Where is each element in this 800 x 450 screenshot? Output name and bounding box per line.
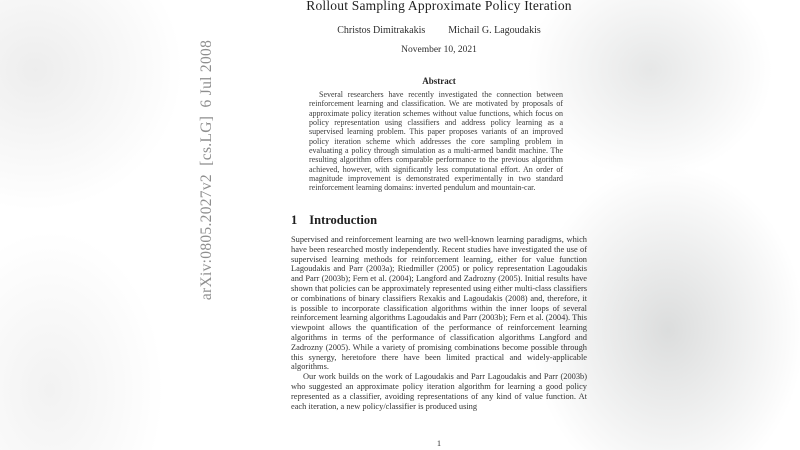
paper-content <box>291 0 587 450</box>
abstract-heading: Abstract <box>422 76 456 86</box>
author-2: Michail G. Lagoudakis <box>448 25 541 36</box>
arxiv-watermark: arXiv:0805.2027v2 [cs.LG] 6 Jul 2008 <box>198 39 215 301</box>
section-number: 1 <box>291 213 298 227</box>
abstract-text: Several researchers have recently investigated the connection between reinforcement learning and classification. We are motivated by proposals of approximate policy iteration schemes without value functions, which focus on policy representation using classifiers and address policy learning as a supervised learning problem. This paper proposes variants of an improved policy iteration scheme which addresses the core sampling problem in evaluating a policy through simulation as a multi-armed bandit machine. The resulting algorithm offers comparable performance to the previous algorithm achieved, however, with significantly less computational effort. An order of magnitude improvement is demonstrated experimentally in two standard reinforcement learning domains: inverted pendulum and mountain-car. <box>309 90 563 193</box>
section-heading <box>291 213 377 228</box>
author-list <box>291 25 587 36</box>
author-1: Christos Dimitrakakis <box>337 25 426 36</box>
paper-title: Rollout Sampling Approximate Policy Iteration <box>306 0 572 13</box>
intro-paragraph-1: Supervised and reinforcement learning are two well-known learning paradigms, which have been researched mostly independently. Recent studies have investigated the use of supervised learning methods for reinforcement learning, either for value function Lagoudakis and Parr (2003a); Riedmiller (2005) or policy representation Lagoudakis and Parr (2003b); Fern et al. (2004); Langford and Zadrozny (2005). Initial results have shown that policies can be approximately represented using either multi-class classifiers or combinations of binary classifiers Rexakis and Lagoudakis (2008) and, therefore, it is possible to incorporate classification algorithms within the inner loops of several reinforcement learning algorithms Lagoudakis and Parr (2003b); Fern et al. (2004). This viewpoint allows the quantification of the performance of reinforcement learning algorithms in terms of the performance of classification algorithms Langford and Zadrozny (2005). While a variety of promising combinations become possible through this synergy, heretofore there have been limited practical and widely-applicable algorithms. <box>291 235 587 372</box>
page-number: 1 <box>436 438 442 448</box>
section-title: Introduction <box>309 213 378 227</box>
intro-paragraph-2: Our work builds on the work of Lagoudakis and Parr Lagoudakis and Parr (2003b) who suggested an approximate policy iteration algorithm for learning a good policy represented as a classifier, avoiding representations of any kind of value function. At each iteration, a new policy/classifier is produced using <box>291 372 587 411</box>
paper-date: November 10, 2021 <box>401 45 477 55</box>
introduction-body <box>291 235 587 411</box>
